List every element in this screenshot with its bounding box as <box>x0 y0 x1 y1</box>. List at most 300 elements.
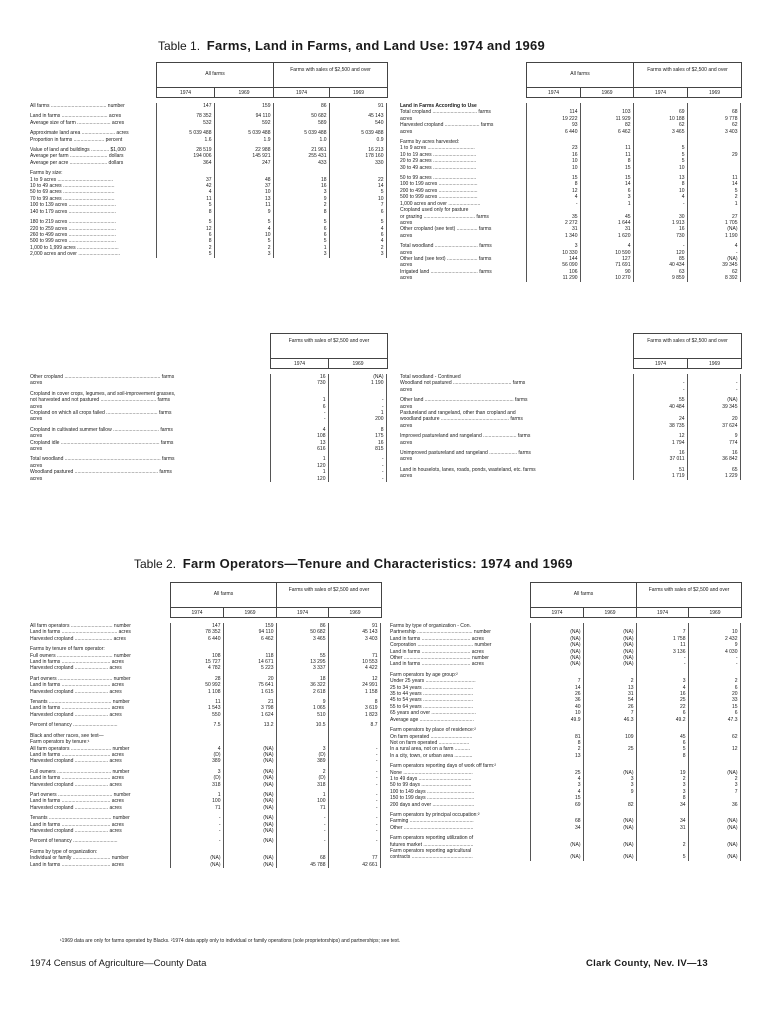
cell-value: - <box>170 838 223 844</box>
cell-value: 71 691 <box>580 262 633 268</box>
cell-value: 34 <box>636 802 688 808</box>
row-label: 65 years and over ................................ <box>390 710 476 717</box>
cell-value: 1 620 <box>580 233 633 239</box>
row-label: Harvested cropland ........................ acres <box>30 688 122 695</box>
cell-value: 13 295 <box>276 659 328 665</box>
cell-value: 9 <box>688 642 740 648</box>
cell-value: 5 <box>273 219 329 225</box>
row-label: Farms by type of organization: <box>30 848 98 855</box>
cell-value: 54 <box>583 697 636 703</box>
row-label: All farms ........................................ number <box>30 103 125 109</box>
cell-value: 45 143 <box>329 113 386 119</box>
cell-value: (NA) <box>223 815 276 821</box>
table2-left-body <box>28 623 381 868</box>
cell-value: (NA) <box>223 838 276 844</box>
cell-value: 8 <box>328 699 380 705</box>
cell-value: 10 <box>214 232 273 238</box>
cell-value: 3 <box>688 782 740 788</box>
cell-value: 8 <box>526 181 580 187</box>
cell-value: 592 <box>214 120 273 126</box>
cell-value: 7 <box>636 629 688 635</box>
table-row <box>28 476 386 482</box>
cell-value: 3 619 <box>328 705 380 711</box>
cell-value: 159 <box>223 623 276 629</box>
cell-value: 16 <box>273 183 329 189</box>
row-label: Farm operators by tenure:¹ <box>30 739 90 746</box>
cell-value: 37 <box>214 183 273 189</box>
cell-value: 71 <box>170 805 223 811</box>
row-label: Cropland used only for pasture <box>400 207 469 214</box>
row-label: Farms by size: <box>30 170 63 177</box>
cell-value: 46.3 <box>583 717 636 723</box>
row-label: Total woodland ............................... farms <box>400 243 492 250</box>
cell-value: 6 <box>688 685 740 691</box>
row-label: Partnership ........................................ number <box>390 629 491 636</box>
cell-value: - <box>276 822 328 828</box>
cell-value: 2 <box>688 776 740 782</box>
row-label: acres <box>30 462 43 469</box>
cell-value: 19 <box>636 770 688 776</box>
cell-value: 120 <box>270 463 328 469</box>
cell-value: 15 727 <box>170 659 223 665</box>
cell-value: 2 272 <box>526 220 580 226</box>
cell-value: 1 823 <box>328 712 380 718</box>
row-label: 180 to 219 acres .................................. <box>30 219 116 226</box>
cell-value: (NA) <box>530 642 583 648</box>
year-1969: 1969 <box>330 87 387 97</box>
cell-value: 1 190 <box>687 233 740 239</box>
col-sales: Farms with sales of $2,500 and over <box>290 67 371 73</box>
row-label: Land in farms ................................... acres <box>30 659 124 666</box>
cell-value: 6 <box>636 740 688 746</box>
cell-value: 90 <box>580 269 633 275</box>
cell-value: 31 <box>526 226 580 232</box>
cell-value: 6 <box>580 188 633 194</box>
cell-value: 94 110 <box>223 629 276 635</box>
row-label: Improved pastureland and rangeland ........................ farms <box>400 433 531 440</box>
cell-value: 71 <box>328 653 380 659</box>
cell-value: 50 682 <box>273 113 329 119</box>
row-label: 50 to 69 acres ..................................... <box>30 189 115 196</box>
cell-value: - <box>688 655 740 661</box>
cell-value: 1 <box>328 410 386 416</box>
cell-value: - <box>633 201 687 207</box>
table1-lower-right-header <box>633 333 742 369</box>
cell-value: 5 <box>633 158 687 164</box>
cell-value: 3 465 <box>633 129 687 135</box>
row-label: 10 to 49 acres ..................................... <box>30 183 115 190</box>
cell-value: 8 392 <box>687 275 740 281</box>
cell-value: 5 <box>214 238 273 244</box>
cell-value: - <box>170 815 223 821</box>
row-label: 30 to 49 acres ............................... <box>400 164 477 171</box>
cell-value: 40 434 <box>633 262 687 268</box>
cell-value: 114 <box>526 109 580 115</box>
cell-value: 255 431 <box>273 153 329 159</box>
cell-value: (NA) <box>223 805 276 811</box>
row-label: acres <box>400 403 413 410</box>
cell-value: 4 <box>633 194 687 200</box>
cell-value: (NA) <box>223 792 276 798</box>
row-label: Land in farms ................................... acres <box>30 705 124 712</box>
cell-value: 55 <box>633 397 687 403</box>
cell-value: 4 422 <box>328 665 380 671</box>
cell-value: 34 <box>530 825 583 831</box>
cell-value: - <box>270 416 328 422</box>
cell-value: 27 <box>687 214 740 220</box>
cell-value: 45 <box>636 734 688 740</box>
row-label: 25 to 34 years .................................... <box>390 684 474 691</box>
row-label: Part owners ....................................... number <box>30 675 131 682</box>
row-label: Total woodland - Continued <box>400 374 461 380</box>
cell-value: (NA) <box>583 636 636 642</box>
row-label: Land in farms ................................... acres <box>30 798 124 805</box>
cell-value: 15 <box>688 704 740 710</box>
cell-value: 5 039 488 <box>156 130 214 136</box>
cell-value: 10 <box>688 629 740 635</box>
cell-value: 50 992 <box>170 682 223 688</box>
row-label: acres <box>30 475 43 482</box>
cell-value: 39 345 <box>687 262 740 268</box>
cell-value: 11 <box>636 642 688 648</box>
cell-value: 6 <box>636 710 688 716</box>
cell-value: 15 <box>580 165 633 171</box>
cell-value: 6 <box>273 226 329 232</box>
row-label: 1 to 9 acres .................................. <box>400 145 475 152</box>
row-label: or grazing ..................................... farms <box>400 213 489 220</box>
cell-value: - <box>328 775 380 781</box>
cell-value: 36 322 <box>276 682 328 688</box>
cell-value: 42 <box>156 183 214 189</box>
cell-value: 13 <box>214 196 273 202</box>
cell-value: 8 <box>580 158 633 164</box>
cell-value: 82 <box>580 122 633 128</box>
cell-value: 28 <box>170 676 223 682</box>
cell-value: 93 <box>526 122 580 128</box>
cell-value: (NA) <box>530 629 583 635</box>
cell-value: - <box>328 798 380 804</box>
cell-value: (NA) <box>583 825 636 831</box>
cell-value: (NA) <box>687 256 740 262</box>
cell-value: 5 039 488 <box>329 130 386 136</box>
cell-value: (NA) <box>530 661 583 667</box>
cell-value: 108 <box>270 433 328 439</box>
cell-value: (NA) <box>223 746 276 752</box>
cell-value: 9 778 <box>687 116 740 122</box>
cell-value: 37 011 <box>633 456 687 462</box>
cell-value: - <box>328 792 380 798</box>
cell-value: 5 <box>636 746 688 752</box>
table-row <box>398 275 740 281</box>
cell-value: 147 <box>156 103 214 109</box>
cell-value: 37 624 <box>687 423 740 429</box>
cell-value: 147 <box>170 623 223 629</box>
cell-value: 1.9 <box>214 137 273 143</box>
cell-value: 16 <box>526 152 580 158</box>
row-label: Average per farm ........................... dollars <box>30 153 124 160</box>
col-sales: Farms with sales of $2,500 and over <box>288 338 370 344</box>
year-1969: 1969 <box>329 358 387 368</box>
table1-title-prefix: Table 1. <box>158 39 201 53</box>
cell-value: 3 <box>273 189 329 195</box>
cell-value: 15 <box>530 795 583 801</box>
table2-title <box>134 556 573 571</box>
cell-value: 24 <box>633 416 687 422</box>
cell-value: 6 <box>688 710 740 716</box>
cell-value: 3 <box>580 194 633 200</box>
cell-value: 35 <box>526 214 580 220</box>
row-label: Harvested cropland ........................... acres <box>30 635 126 642</box>
cell-value: 40 <box>530 704 583 710</box>
col-sales: Farms with sales of $2,500 and over <box>647 338 728 344</box>
cell-value: (NA) <box>688 825 740 831</box>
cell-value: 1 <box>273 245 329 251</box>
row-label: acres <box>400 128 413 135</box>
cell-value: 100 <box>170 798 223 804</box>
cell-value: (NA) <box>530 655 583 661</box>
cell-value: 1 615 <box>223 689 276 695</box>
cell-value: 13.2 <box>223 722 276 728</box>
year-1969: 1969 <box>689 607 741 617</box>
cell-value: 30 <box>633 214 687 220</box>
cell-value: 12 <box>633 433 687 439</box>
cell-value: 91 <box>328 623 380 629</box>
cell-value: (D) <box>276 775 328 781</box>
cell-value: 6 440 <box>526 129 580 135</box>
cell-value: 5 <box>636 854 688 860</box>
cell-value: (NA) <box>223 855 276 861</box>
row-label: Farms by tenure of farm operator: <box>30 646 105 653</box>
cell-value: (NA) <box>583 649 636 655</box>
table2-right-header <box>530 582 742 618</box>
cell-value: 4 <box>214 226 273 232</box>
cell-value: - <box>636 655 688 661</box>
cell-value: 1 108 <box>170 689 223 695</box>
cell-value: 5 <box>156 202 214 208</box>
cell-value: 7 <box>530 678 583 684</box>
cell-value: 8 <box>633 181 687 187</box>
cell-value: (NA) <box>223 752 276 758</box>
cell-value: (NA) <box>583 655 636 661</box>
cell-value: 5 <box>687 188 740 194</box>
cell-value: (NA) <box>687 397 740 403</box>
row-label: On farm operated .............................. <box>390 733 473 740</box>
row-label: 1 to 49 days ...................................... <box>390 775 472 782</box>
table2-title-prefix: Table 2. <box>134 557 177 571</box>
cell-value: 12 <box>526 188 580 194</box>
cell-value: 1 <box>270 456 328 462</box>
cell-value: 39 345 <box>687 404 740 410</box>
row-label: Farms by acres harvested: <box>400 139 460 146</box>
row-label: Other ................................................ number <box>390 655 489 662</box>
cell-value: 3 <box>526 243 580 249</box>
cell-value: 38 735 <box>633 423 687 429</box>
year-1974: 1974 <box>274 87 330 97</box>
cell-value: (NA) <box>170 855 223 861</box>
cell-value: 62 <box>633 122 687 128</box>
row-label: Pastureland and rangeland, other than cropland and <box>400 410 516 417</box>
col-sales: Farms with sales of $2,500 and over <box>648 587 730 593</box>
year-1974: 1974 <box>531 607 584 617</box>
cell-value: 2 432 <box>688 636 740 642</box>
table2-footnote: ¹1969 data are only for farms operated by Blacks. ²1974 data apply only to individual or family operations (sole proprietorships) and partnerships; see text. <box>60 938 401 944</box>
row-label: Farm operators by place of residence:² <box>390 727 476 734</box>
cell-value: (NA) <box>688 770 740 776</box>
cell-value: 11 929 <box>580 116 633 122</box>
row-label: Woodland not pastured .......................................... farms <box>400 380 526 387</box>
row-label: Corporation ........................................ number <box>390 642 492 649</box>
row-label: Harvested cropland ........................ acres <box>30 804 122 811</box>
cell-value: 49.2 <box>636 717 688 723</box>
cell-value: 37 <box>156 177 214 183</box>
cell-value: 16 <box>270 374 328 380</box>
row-label: acres <box>400 275 413 282</box>
cell-value: 45 788 <box>276 862 328 868</box>
cell-value: 3 <box>636 678 688 684</box>
cell-value: 63 <box>633 269 687 275</box>
cell-value: (NA) <box>530 649 583 655</box>
cell-value: 616 <box>270 446 328 452</box>
cell-value: - <box>636 661 688 667</box>
row-label: 10 to 19 acres ............................... <box>400 151 477 158</box>
cell-value: 40 484 <box>633 404 687 410</box>
cell-value: (NA) <box>687 226 740 232</box>
row-label: Average age ....................................... <box>390 716 474 723</box>
cell-value: 13 <box>530 753 583 759</box>
cell-value: 7.5 <box>170 722 223 728</box>
cell-value: 19 222 <box>526 116 580 122</box>
cell-value: 318 <box>276 782 328 788</box>
row-label: 220 to 259 acres .................................. <box>30 225 116 232</box>
table1-title-main: Farms, Land in Farms, and Land Use: 1974 and 1969 <box>206 38 546 53</box>
row-label: Part owners ....................................... number <box>30 791 131 798</box>
row-label: Harvested cropland ......................... farms <box>400 122 494 129</box>
row-label: Land in farms ................................... acres <box>390 635 484 642</box>
cell-value: 1 065 <box>276 705 328 711</box>
cell-value: - <box>170 822 223 828</box>
cell-value: - <box>328 815 380 821</box>
cell-value: 364 <box>156 160 214 166</box>
cell-value: 13 <box>270 440 328 446</box>
cell-value: - <box>633 387 687 393</box>
cell-value: (NA) <box>688 854 740 860</box>
row-label: Cropland on which all crops failed ..................................... farms <box>30 410 172 417</box>
cell-value: 62 <box>687 269 740 275</box>
cell-value: - <box>328 746 380 752</box>
row-label: Full owners ....................................... number <box>30 768 130 775</box>
cell-value: 16 <box>328 440 386 446</box>
cell-value: 6 440 <box>170 636 223 642</box>
cell-value: 3 <box>276 746 328 752</box>
row-label: 100 to 199 acres ............................ <box>400 181 478 188</box>
cell-value: 94 110 <box>214 113 273 119</box>
cell-value: 71 <box>276 805 328 811</box>
cell-value: 16 213 <box>329 147 386 153</box>
cell-value: 433 <box>273 160 329 166</box>
row-label: acres <box>400 262 413 269</box>
cell-value: 14 671 <box>223 659 276 665</box>
cell-value: 11 290 <box>526 275 580 281</box>
cell-value: 75 641 <box>223 682 276 688</box>
cell-value: 2 <box>687 194 740 200</box>
cell-value: 178 160 <box>329 153 386 159</box>
cell-value: (NA) <box>223 822 276 828</box>
cell-value: 34 <box>636 818 688 824</box>
cell-value: 5 <box>273 238 329 244</box>
row-label: Land in farms ................................... acres <box>30 861 124 868</box>
row-label: acres <box>30 403 43 410</box>
row-label: Farm operators reporting utilization of <box>390 835 474 842</box>
cell-value: 127 <box>580 256 633 262</box>
row-label: Harvested cropland ........................ acres <box>30 711 122 718</box>
cell-value: 2 618 <box>276 689 328 695</box>
cell-value: 1 543 <box>170 705 223 711</box>
cell-value: 8 <box>530 740 583 746</box>
cell-value: 4 030 <box>688 649 740 655</box>
cell-value: 25 <box>636 697 688 703</box>
cell-value: 4 <box>329 226 386 232</box>
cell-value: - <box>328 404 386 410</box>
row-label: woodland pasture ................................................. farms <box>400 416 523 423</box>
cell-value: (NA) <box>688 818 740 824</box>
cell-value: 14 <box>329 183 386 189</box>
cell-value: 11 <box>580 145 633 151</box>
row-label: 50 to 99 days .................................... <box>390 782 472 789</box>
cell-value: - <box>328 463 386 469</box>
row-label: Land in houselots, lanes, roads, ponds, wasteland, etc. farms <box>400 466 536 473</box>
cell-value: (D) <box>276 752 328 758</box>
cell-value: 12 <box>156 226 214 232</box>
table1-lower-right-body <box>398 374 741 480</box>
row-label: Other cropland (see text) ............... farms <box>400 226 492 233</box>
row-label: acres <box>400 439 413 446</box>
cell-value: 9 <box>273 196 329 202</box>
cell-value: 86 <box>276 623 328 629</box>
year-1974: 1974 <box>634 358 688 368</box>
cell-value: 69 <box>633 109 687 115</box>
row-label: Harvested cropland ........................ acres <box>30 827 122 834</box>
cell-value: 31 <box>636 825 688 831</box>
cell-value: (NA) <box>223 782 276 788</box>
cell-value: 13 <box>583 685 636 691</box>
cell-value: 5 039 488 <box>273 130 329 136</box>
row-label: None .................................................. <box>390 769 473 776</box>
row-label: 200 days and over .............................. <box>390 801 475 808</box>
row-label: 35 to 44 years .................................... <box>390 691 474 698</box>
cell-value: 5 <box>156 219 214 225</box>
cell-value: - <box>687 387 740 393</box>
col-all-farms: All farms <box>531 583 637 607</box>
cell-value: 9 <box>214 209 273 215</box>
cell-value: 4 <box>170 746 223 752</box>
cell-value: 730 <box>270 380 328 386</box>
cell-value: 8.7 <box>328 722 380 728</box>
cell-value: - <box>328 769 380 775</box>
cell-value: 14 <box>580 181 633 187</box>
row-label: 150 to 199 days .................................. <box>390 795 475 802</box>
cell-value: 69 <box>530 802 583 808</box>
cell-value: (NA) <box>530 636 583 642</box>
row-label: acres <box>400 219 413 226</box>
year-1969: 1969 <box>329 607 381 617</box>
cell-value: 4 <box>156 189 214 195</box>
cell-value: - <box>328 758 380 764</box>
cell-value: 6 <box>273 232 329 238</box>
row-label: Tenants ............................................. number <box>30 815 130 822</box>
row-label: acres <box>400 456 413 463</box>
cell-value: 3 <box>329 251 386 257</box>
cell-value: 145 921 <box>214 153 273 159</box>
